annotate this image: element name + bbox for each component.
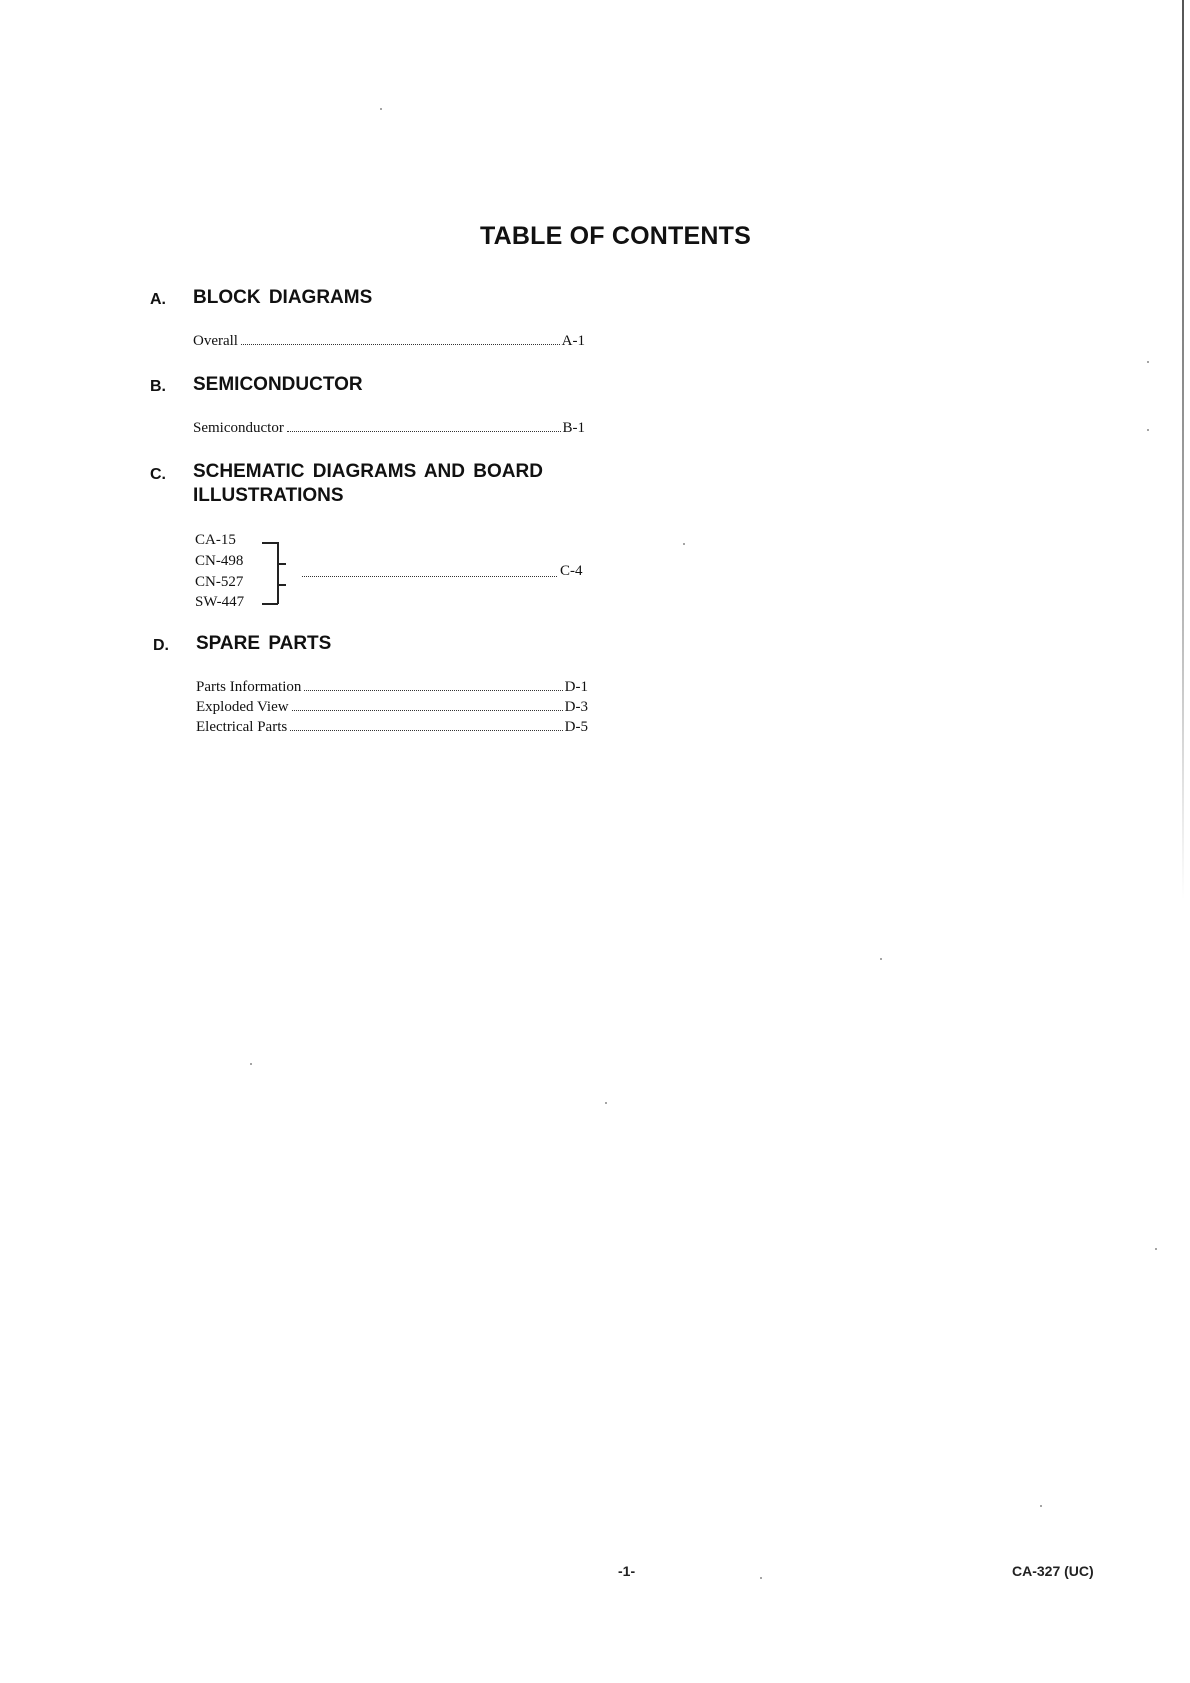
bracket-top-tick [262,542,278,544]
scan-speck [683,543,685,545]
board-sw-447: SW-447 [195,594,245,610]
dot-leader [302,576,557,577]
toc-entry-label: Exploded View [196,699,289,715]
section-b-letter: B. [150,378,166,395]
section-c-title-line1: SCHEMATIC DIAGRAMS AND BOARD [193,461,543,482]
toc-entry-semiconductor[interactable] [193,420,585,440]
toc-entry-label: Parts Information [196,679,302,695]
dot-leader [304,689,562,691]
scan-speck [380,108,382,110]
toc-entry-page: A-1 [561,333,585,349]
scan-speck [760,1577,762,1579]
scan-speck [1155,1248,1157,1250]
toc-entry-overall[interactable] [193,333,585,353]
boards-page-ref[interactable]: C-4 [560,563,583,579]
board-cn-498: CN-498 [195,553,244,569]
page-number: -1- [618,1563,636,1579]
toc-entry-exploded-view[interactable] [196,699,588,719]
scan-speck [1147,361,1149,363]
board-cn-527: CN-527 [195,574,244,590]
bracket-vertical [277,542,279,604]
toc-entry-page: B-1 [562,420,585,436]
section-b-title: SEMICONDUCTOR [193,374,363,395]
toc-entry-label: Overall [193,333,238,349]
toc-entry-label: Semiconductor [193,420,284,436]
model-number: CA-327 (UC) [1012,1563,1094,1579]
bracket-mid-tick-2 [277,584,286,586]
dot-leader [292,709,563,711]
bracket-bottom-tick [262,603,278,605]
section-d-letter: D. [153,637,169,654]
toc-entry-page: D-3 [564,699,588,715]
toc-entry-label: Electrical Parts [196,719,288,735]
scan-speck [1040,1505,1042,1507]
page-title: TABLE OF CONTENTS [480,222,751,250]
bracket-mid-tick-1 [277,563,286,565]
toc-entry-page: D-1 [564,679,588,695]
section-d-title: SPARE PARTS [196,633,332,654]
scan-speck [1147,429,1149,431]
dot-leader [290,729,562,731]
section-a-letter: A. [150,291,166,308]
toc-entry-electrical-parts[interactable] [196,719,588,739]
scan-speck [250,1063,252,1065]
toc-entry-page: D-5 [564,719,588,735]
dot-leader [241,343,560,345]
board-ca-15: CA-15 [195,532,236,548]
scan-edge [1182,0,1184,900]
toc-entry-parts-information[interactable] [196,679,588,699]
section-c-title-line2: ILLUSTRATIONS [193,485,344,506]
section-c-letter: C. [150,466,166,483]
scan-speck [605,1102,607,1104]
section-a-title: BLOCK DIAGRAMS [193,287,373,308]
scan-speck [880,958,882,960]
dot-leader [287,430,561,432]
